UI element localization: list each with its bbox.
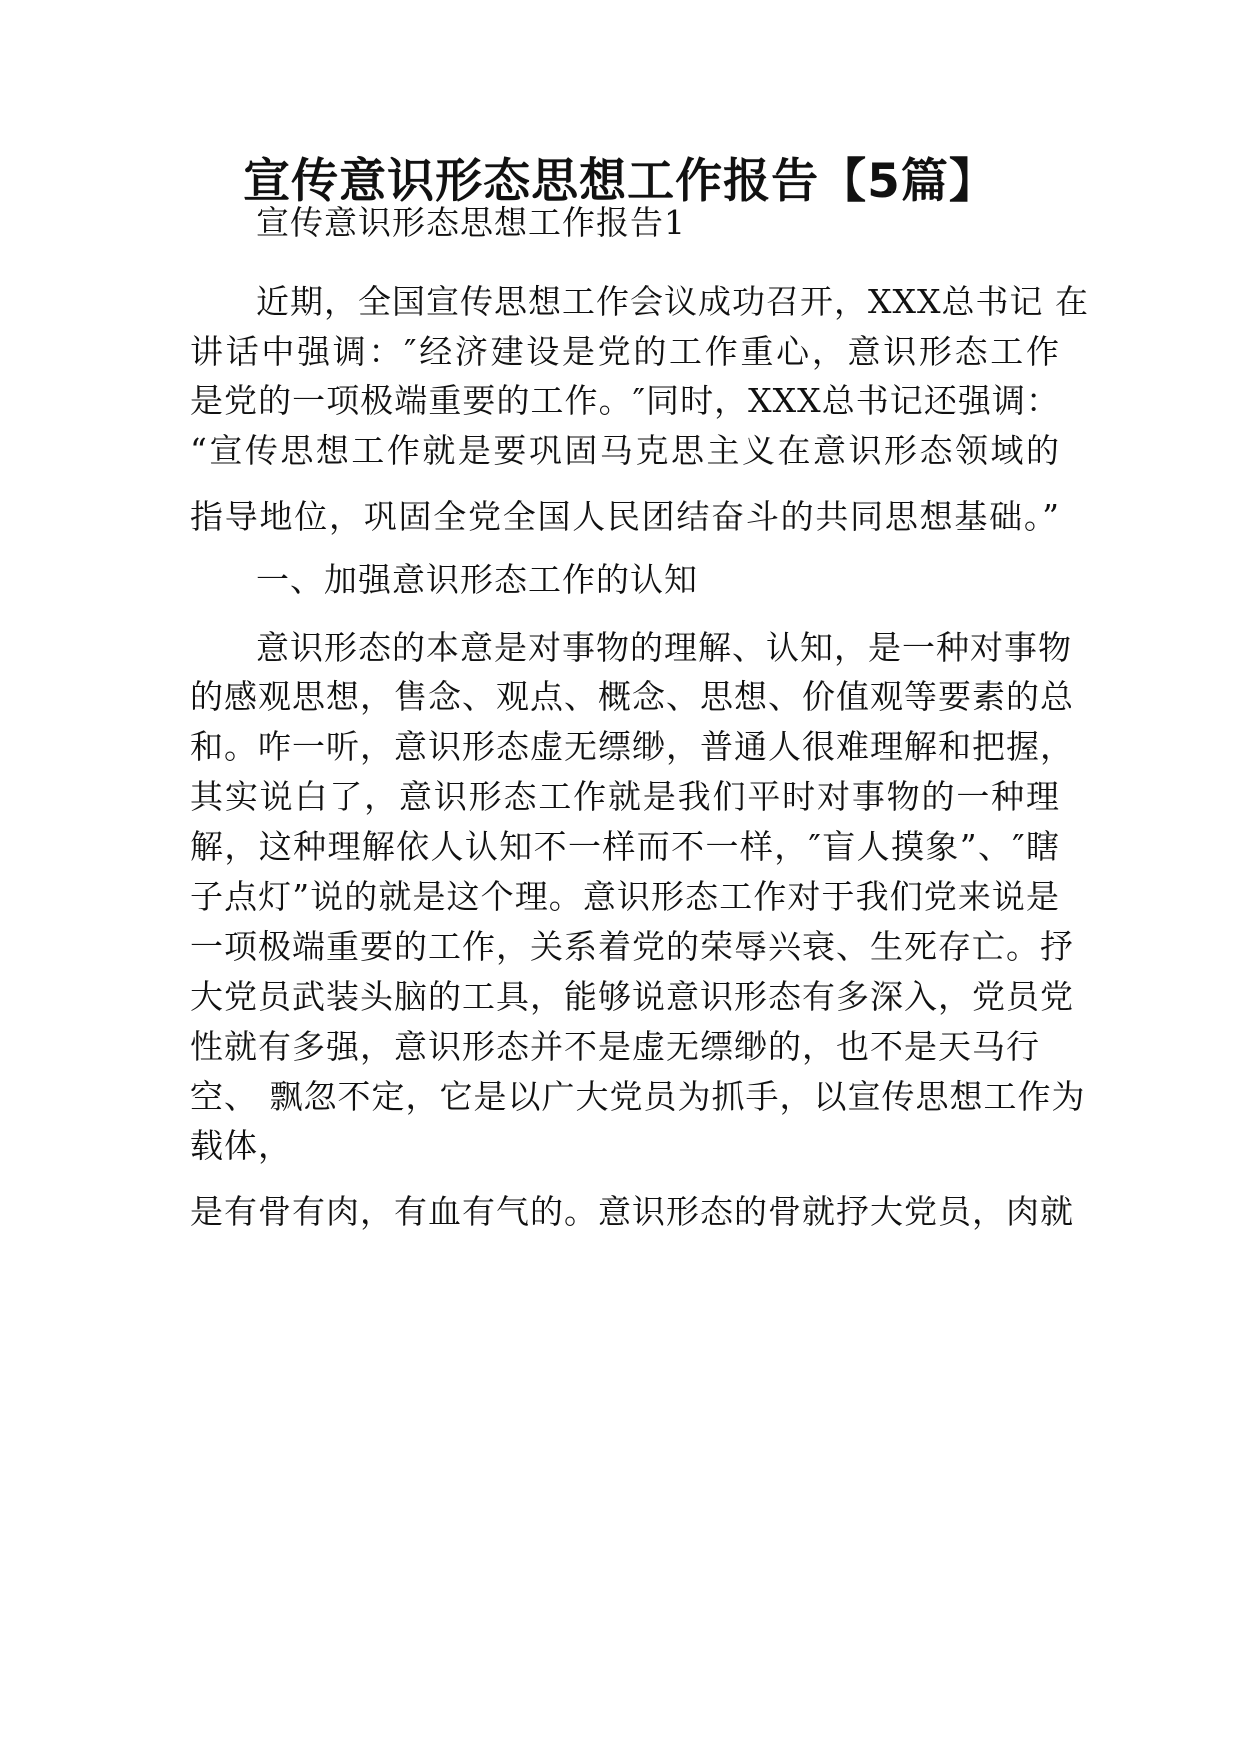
paragraph-3-line-9: 性就有多强，意识形态并不是虚无缥缈的，也不是天马行 xyxy=(190,1027,1040,1066)
paragraph-3-line-11: 载体， xyxy=(190,1126,292,1165)
paragraph-1-line-4: “宣传思想工作就是要巩固马克思主义在意识形态领域的 xyxy=(190,431,1060,470)
section-subtitle: 宣传意识形态思想工作报告1 xyxy=(256,203,686,242)
paragraph-3-line-4: 其实说白了，意识形态工作就是我们平时对事物的一种理 xyxy=(190,777,1060,816)
paragraph-3-line-5: 解，这种理解依人认知不一样而不一样，″盲人摸象”、″瞎 xyxy=(190,827,1060,866)
paragraph-3-line-10: 空、 飘忽不定，它是以广大党员为抓手，以宣传思想工作为 xyxy=(190,1077,1086,1116)
paragraph-1-line-2: 讲话中强调：″经济建设是党的工作重心，意识形态工作 xyxy=(190,332,1060,371)
paragraph-3-line-6: 子点灯”说的就是这个理。意识形态工作对于我们党来说是 xyxy=(190,877,1060,916)
paragraph-1-line-5: 指导地位，巩固全党全国人民团结奋斗的共同思想基础。” xyxy=(190,497,1060,536)
section-heading-1: 一、加强意识形态工作的认知 xyxy=(256,560,698,599)
paragraph-3-line-1: 意识形态的本意是对事物的理解、认知，是一种对事物 xyxy=(256,628,1072,667)
paragraph-3-line-7: 一项极端重要的工作，关系着党的荣辱兴衰、生死存亡。抒 xyxy=(190,927,1074,966)
paragraph-4-line-1: 是有骨有肉，有血有气的。意识形态的骨就抒大党员，肉就 xyxy=(190,1192,1074,1231)
paragraph-3-line-3: 和。咋一听，意识形态虚无缥缈，普通人很难理解和把握， xyxy=(190,727,1074,766)
paragraph-3-line-8: 大党员武装头脑的工具，能够说意识形态有多深入，党员党 xyxy=(190,977,1074,1016)
document-title: 宣传意识形态思想工作报告【5篇】 xyxy=(243,154,997,209)
paragraph-1-line-3: 是党的一项极端重要的工作。″同时，XXX总书记还强调： xyxy=(190,381,1060,420)
paragraph-3-line-2: 的感观思想，售念、观点、概念、思想、价值观等要素的总 xyxy=(190,677,1074,716)
paragraph-1-line-1: 近期，全国宣传思想工作会议成功召开，XXX总书记 在 xyxy=(256,282,1089,321)
